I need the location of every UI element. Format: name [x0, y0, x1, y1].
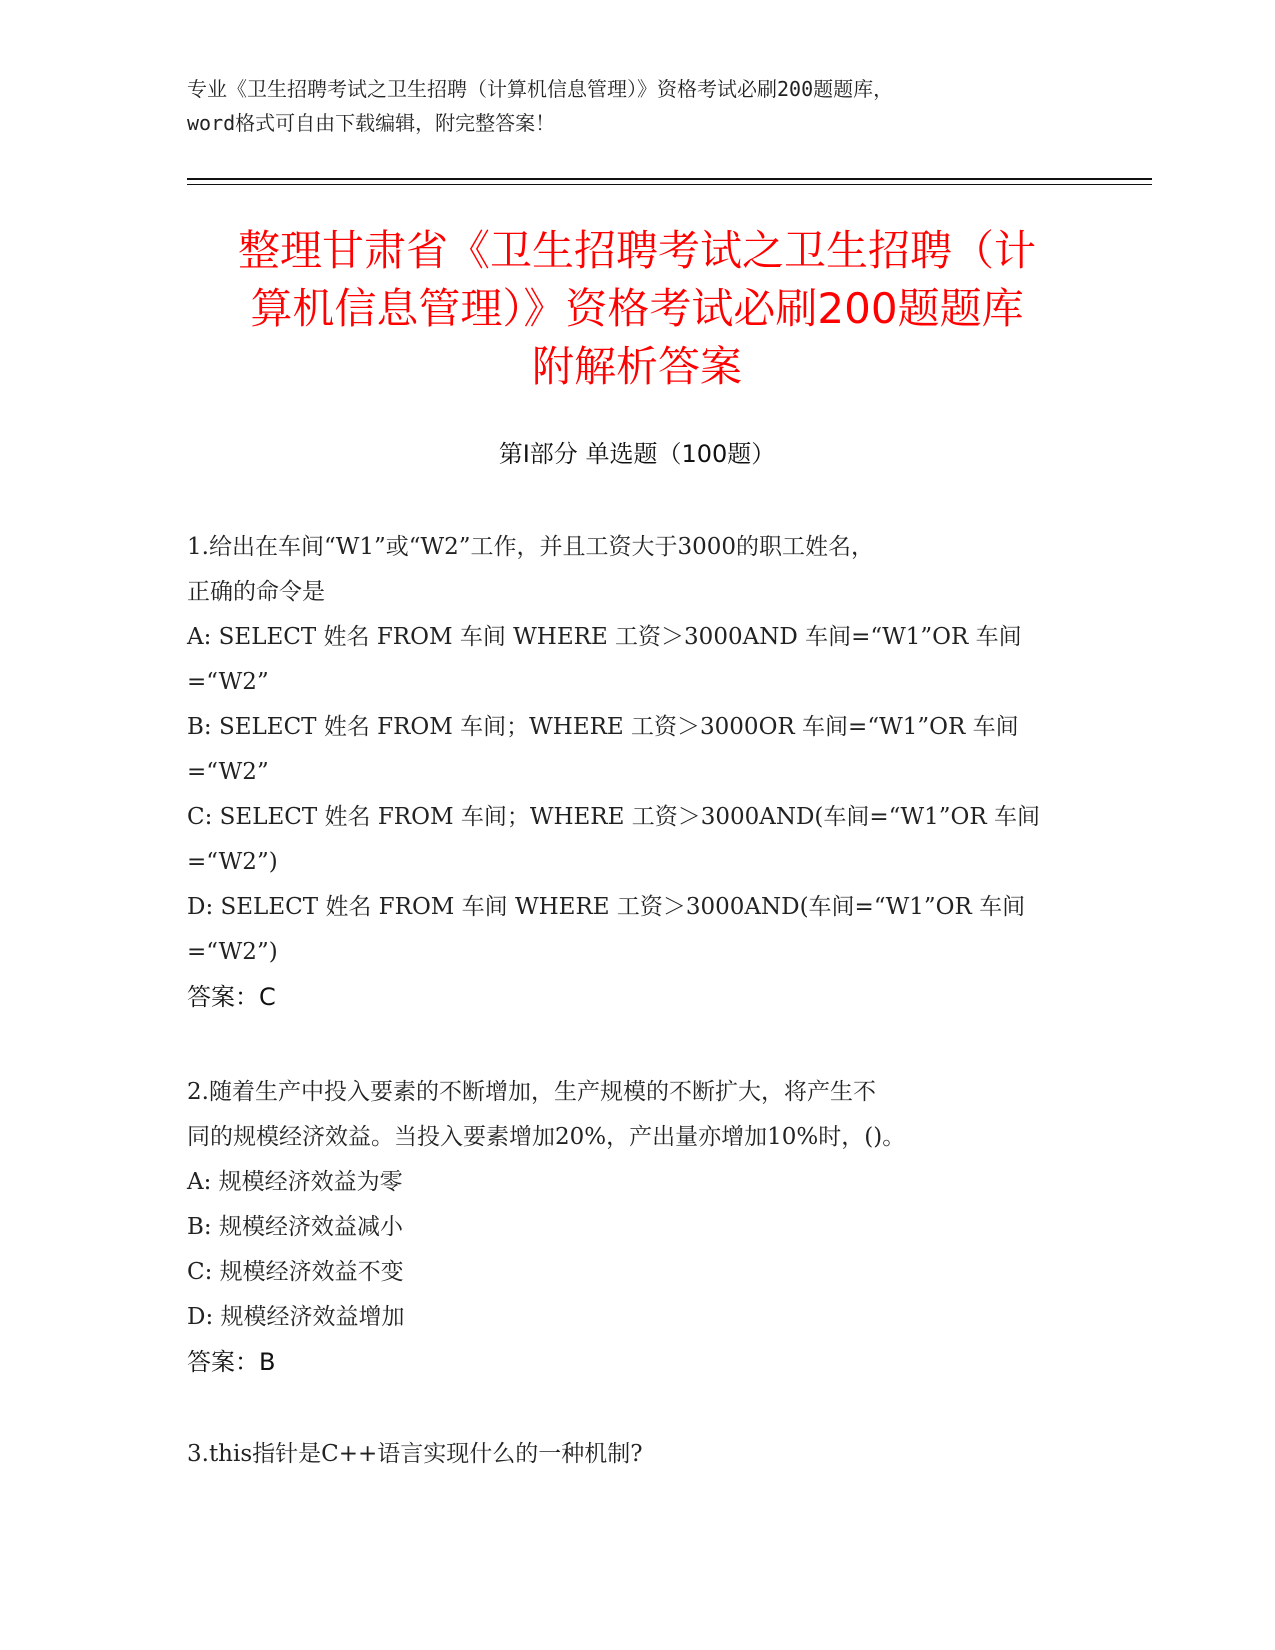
option-b-cont: =“W2”	[187, 759, 269, 785]
question-stem: 2.随着生产中投入要素的不断增加，生产规模的不断扩大，将产生不	[187, 1079, 876, 1105]
header-note-line: 专业《卫生招聘考试之卫生招聘（计算机信息管理）》资格考试必刷200题题库，	[187, 77, 894, 101]
header-note-line: word格式可自由下载编辑，附完整答案！	[187, 111, 556, 135]
option-a-cont: =“W2”	[187, 669, 269, 695]
question-stem: 1.给出在车间“W1”或“W2”工作，并且工资大于3000的职工姓名，	[187, 534, 875, 560]
option-d-cont: =“W2”)	[187, 939, 278, 965]
question-stem: 3.this指针是C++语言实现什么的一种机制?	[187, 1441, 643, 1467]
option-c-cont: =“W2”)	[187, 849, 278, 875]
answer-label: 答案：C	[187, 983, 276, 1011]
title-line: 整理甘肃省《卫生招聘考试之卫生招聘（计	[237, 226, 1036, 275]
option-a: A: 规模经济效益为零	[187, 1169, 403, 1195]
header-divider-thin	[187, 184, 1152, 185]
option-d: D: SELECT 姓名 FROM 车间 WHERE 工资＞3000AND(车间=“W1”OR 车间	[187, 894, 1026, 920]
header-note	[187, 72, 1087, 140]
section-heading: 第Ⅰ部分 单选题（100题）	[498, 440, 776, 468]
option-d: D: 规模经济效益增加	[187, 1304, 405, 1330]
answer-label: 答案：B	[187, 1348, 276, 1376]
option-b: B: 规模经济效益减小	[187, 1214, 403, 1240]
question-3	[187, 1432, 1087, 1477]
option-c: C: 规模经济效益不变	[187, 1259, 404, 1285]
question-1	[187, 525, 1087, 1020]
option-b: B: SELECT 姓名 FROM 车间；WHERE 工资＞3000OR 车间=“W1”OR 车间	[187, 714, 1019, 740]
question-2	[187, 1070, 1087, 1385]
title-line: 算机信息管理）》资格考试必刷200题题库	[250, 284, 1024, 333]
question-stem: 正确的命令是	[187, 579, 325, 605]
header-divider	[187, 178, 1152, 180]
document-title	[187, 222, 1087, 396]
option-a: A: SELECT 姓名 FROM 车间 WHERE 工资＞3000AND 车间=“W1”OR 车间	[187, 624, 1022, 650]
option-c: C: SELECT 姓名 FROM 车间；WHERE 工资＞3000AND(车间=“W1”OR 车间	[187, 804, 1040, 830]
title-line: 附解析答案	[531, 342, 742, 391]
question-stem: 同的规模经济效益。当投入要素增加20%，产出量亦增加10%时，()。	[187, 1124, 906, 1150]
